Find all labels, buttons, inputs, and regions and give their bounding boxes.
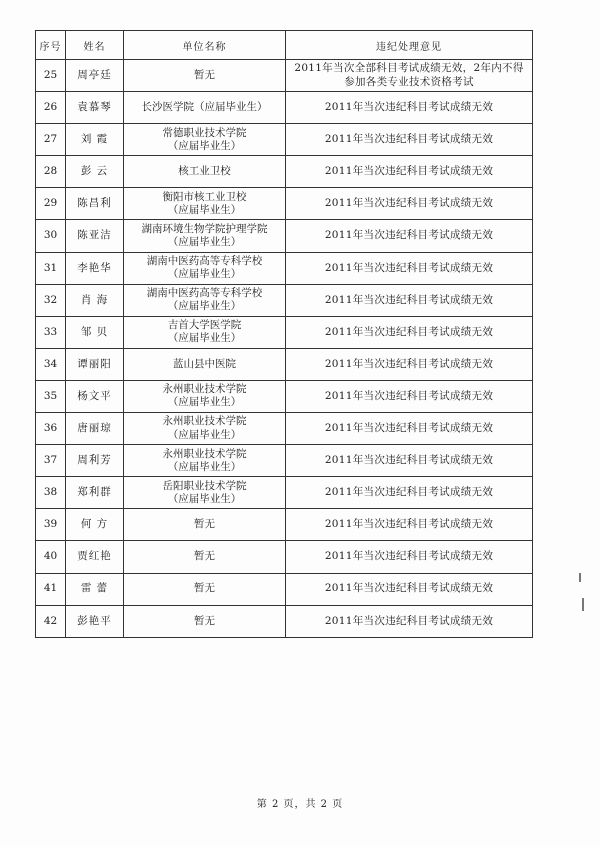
opinion-line: 2011年当次违纪科目考试成绩无效 xyxy=(324,389,494,402)
unit-cell xyxy=(124,445,286,477)
person-name: 陈昌利 xyxy=(66,188,124,220)
row-index: 42 xyxy=(36,605,66,637)
opinion-cell xyxy=(286,92,533,124)
person-name: 杨文平 xyxy=(66,380,124,412)
table-row xyxy=(36,60,533,92)
opinion-line: 2011年当次违纪科目考试成绩无效 xyxy=(324,550,494,563)
opinion-line: 参加各类专业技术资格考试 xyxy=(344,75,474,88)
unit-line: （应届毕业生） xyxy=(167,268,242,281)
table-row xyxy=(36,605,533,637)
opinion-line: 2011年当次违纪科目考试成绩无效 xyxy=(324,197,494,210)
row-index: 29 xyxy=(36,188,66,220)
row-index: 41 xyxy=(36,573,66,605)
unit-line: （应届毕业生） xyxy=(167,203,242,216)
person-name: 雷 蕾 xyxy=(66,573,124,605)
unit-line: （应届毕业生） xyxy=(167,492,242,505)
unit-line: （应届毕业生） xyxy=(167,428,242,441)
unit-line: 暂无 xyxy=(194,582,215,595)
unit-line: 暂无 xyxy=(194,550,215,563)
unit-line: 暂无 xyxy=(194,68,215,81)
table-row xyxy=(36,188,533,220)
person-name: 贾红艳 xyxy=(66,541,124,573)
row-index: 30 xyxy=(36,220,66,252)
person-name: 周利芳 xyxy=(66,445,124,477)
unit-cell xyxy=(124,124,286,156)
person-name: 李艳华 xyxy=(66,252,124,284)
unit-line: 湖南环境生物学院护理学院 xyxy=(141,222,268,235)
unit-cell xyxy=(124,60,286,92)
opinion-cell xyxy=(286,380,533,412)
opinion-line: 2011年当次违纪科目考试成绩无效 xyxy=(324,133,494,146)
opinion-cell xyxy=(286,124,533,156)
person-name: 何 方 xyxy=(66,509,124,541)
scan-mark xyxy=(579,573,581,582)
unit-cell xyxy=(124,477,286,509)
opinion-line: 2011年当次违纪科目考试成绩无效 xyxy=(324,582,494,595)
unit-cell xyxy=(124,252,286,284)
person-name: 彭 云 xyxy=(66,156,124,188)
table-row xyxy=(36,413,533,445)
unit-line: 湖南中医药高等专科学校 xyxy=(146,254,263,267)
unit-line: 衡阳市核工业卫校 xyxy=(162,190,247,203)
table-row xyxy=(36,445,533,477)
person-name: 谭丽阳 xyxy=(66,348,124,380)
opinion-line: 2011年当次违纪科目考试成绩无效 xyxy=(324,165,494,178)
unit-cell xyxy=(124,284,286,316)
person-name: 郑利群 xyxy=(66,477,124,509)
opinion-line: 2011年当次违纪科目考试成绩无效 xyxy=(324,229,494,242)
row-index: 34 xyxy=(36,348,66,380)
opinion-cell xyxy=(286,156,533,188)
unit-line: 永州职业技术学院 xyxy=(162,447,247,460)
opinion-cell xyxy=(286,509,533,541)
person-name: 周亭廷 xyxy=(66,60,124,92)
opinion-cell xyxy=(286,477,533,509)
opinion-cell xyxy=(286,605,533,637)
unit-line: （应届毕业生） xyxy=(167,332,242,345)
header-opinion: 违纪处理意见 xyxy=(286,31,533,60)
scan-mark xyxy=(582,598,584,611)
person-name: 唐丽琼 xyxy=(66,413,124,445)
opinion-cell xyxy=(286,252,533,284)
header-idx: 序号 xyxy=(36,31,66,60)
unit-line: （应届毕业生） xyxy=(167,236,242,249)
unit-line: 岳阳职业技术学院 xyxy=(162,479,247,492)
header-name: 姓名 xyxy=(66,31,124,60)
opinion-cell xyxy=(286,220,533,252)
opinion-line: 2011年当次违纪科目考试成绩无效 xyxy=(324,325,494,338)
person-name: 邹 贝 xyxy=(66,316,124,348)
opinion-cell xyxy=(286,284,533,316)
unit-cell xyxy=(124,605,286,637)
table-row xyxy=(36,284,533,316)
row-index: 36 xyxy=(36,413,66,445)
unit-cell xyxy=(124,413,286,445)
opinion-cell xyxy=(286,60,533,92)
table-header-row xyxy=(36,31,533,60)
opinion-cell xyxy=(286,445,533,477)
unit-line: 永州职业技术学院 xyxy=(162,383,247,396)
violation-table xyxy=(35,30,533,638)
opinion-line: 2011年当次全部科目考试成绩无效，2年内不得 xyxy=(294,62,524,75)
unit-cell xyxy=(124,541,286,573)
opinion-line: 2011年当次违纪科目考试成绩无效 xyxy=(324,293,494,306)
unit-cell xyxy=(124,92,286,124)
opinion-cell xyxy=(286,316,533,348)
unit-cell xyxy=(124,316,286,348)
opinion-line: 2011年当次违纪科目考试成绩无效 xyxy=(324,518,494,531)
unit-line: （应届毕业生） xyxy=(167,460,242,473)
header-unit: 单位名称 xyxy=(124,31,286,60)
opinion-line: 2011年当次违纪科目考试成绩无效 xyxy=(324,261,494,274)
unit-line: 暂无 xyxy=(194,518,215,531)
unit-line: 核工业卫校 xyxy=(178,165,231,178)
unit-cell xyxy=(124,509,286,541)
row-index: 38 xyxy=(36,477,66,509)
row-index: 32 xyxy=(36,284,66,316)
unit-line: （应届毕业生） xyxy=(167,396,242,409)
row-index: 28 xyxy=(36,156,66,188)
table-row xyxy=(36,477,533,509)
table-row xyxy=(36,124,533,156)
table-row xyxy=(36,220,533,252)
row-index: 25 xyxy=(36,60,66,92)
unit-line: 蓝山县中医院 xyxy=(173,357,236,370)
unit-cell xyxy=(124,380,286,412)
unit-line: 永州职业技术学院 xyxy=(162,415,247,428)
opinion-cell xyxy=(286,541,533,573)
row-index: 40 xyxy=(36,541,66,573)
opinion-cell xyxy=(286,573,533,605)
row-index: 27 xyxy=(36,124,66,156)
page-footer: 第 2 页，共 2 页 xyxy=(256,799,344,810)
opinion-line: 2011年当次违纪科目考试成绩无效 xyxy=(324,357,494,370)
row-index: 37 xyxy=(36,445,66,477)
table-row xyxy=(36,380,533,412)
opinion-line: 2011年当次违纪科目考试成绩无效 xyxy=(324,422,494,435)
unit-cell xyxy=(124,348,286,380)
table-row xyxy=(36,348,533,380)
opinion-line: 2011年当次违纪科目考试成绩无效 xyxy=(324,101,494,114)
row-index: 33 xyxy=(36,316,66,348)
opinion-line: 2011年当次违纪科目考试成绩无效 xyxy=(324,454,494,467)
row-index: 39 xyxy=(36,509,66,541)
person-name: 彭艳平 xyxy=(66,605,124,637)
unit-line: 暂无 xyxy=(194,614,215,627)
table-row xyxy=(36,316,533,348)
unit-line: 吉首大学医学院 xyxy=(167,319,242,332)
unit-cell xyxy=(124,188,286,220)
unit-line: （应届毕业生） xyxy=(167,139,242,152)
opinion-line: 2011年当次违纪科目考试成绩无效 xyxy=(324,614,494,627)
table-row xyxy=(36,541,533,573)
table-row xyxy=(36,573,533,605)
row-index: 26 xyxy=(36,92,66,124)
person-name: 陈亚洁 xyxy=(66,220,124,252)
table-row xyxy=(36,509,533,541)
table-row xyxy=(36,92,533,124)
table-row xyxy=(36,156,533,188)
unit-line: 湖南中医药高等专科学校 xyxy=(146,287,263,300)
unit-cell xyxy=(124,156,286,188)
person-name: 袁慕琴 xyxy=(66,92,124,124)
unit-line: 常德职业技术学院 xyxy=(162,126,247,139)
person-name: 肖 海 xyxy=(66,284,124,316)
table-body xyxy=(36,60,533,638)
unit-line: 长沙医学院（应届毕业生） xyxy=(141,101,268,114)
unit-cell xyxy=(124,573,286,605)
opinion-cell xyxy=(286,348,533,380)
table-row xyxy=(36,252,533,284)
opinion-cell xyxy=(286,413,533,445)
row-index: 35 xyxy=(36,380,66,412)
opinion-cell xyxy=(286,188,533,220)
unit-line: （应届毕业生） xyxy=(167,300,242,313)
person-name: 刘 霞 xyxy=(66,124,124,156)
opinion-line: 2011年当次违纪科目考试成绩无效 xyxy=(324,486,494,499)
row-index: 31 xyxy=(36,252,66,284)
unit-cell xyxy=(124,220,286,252)
